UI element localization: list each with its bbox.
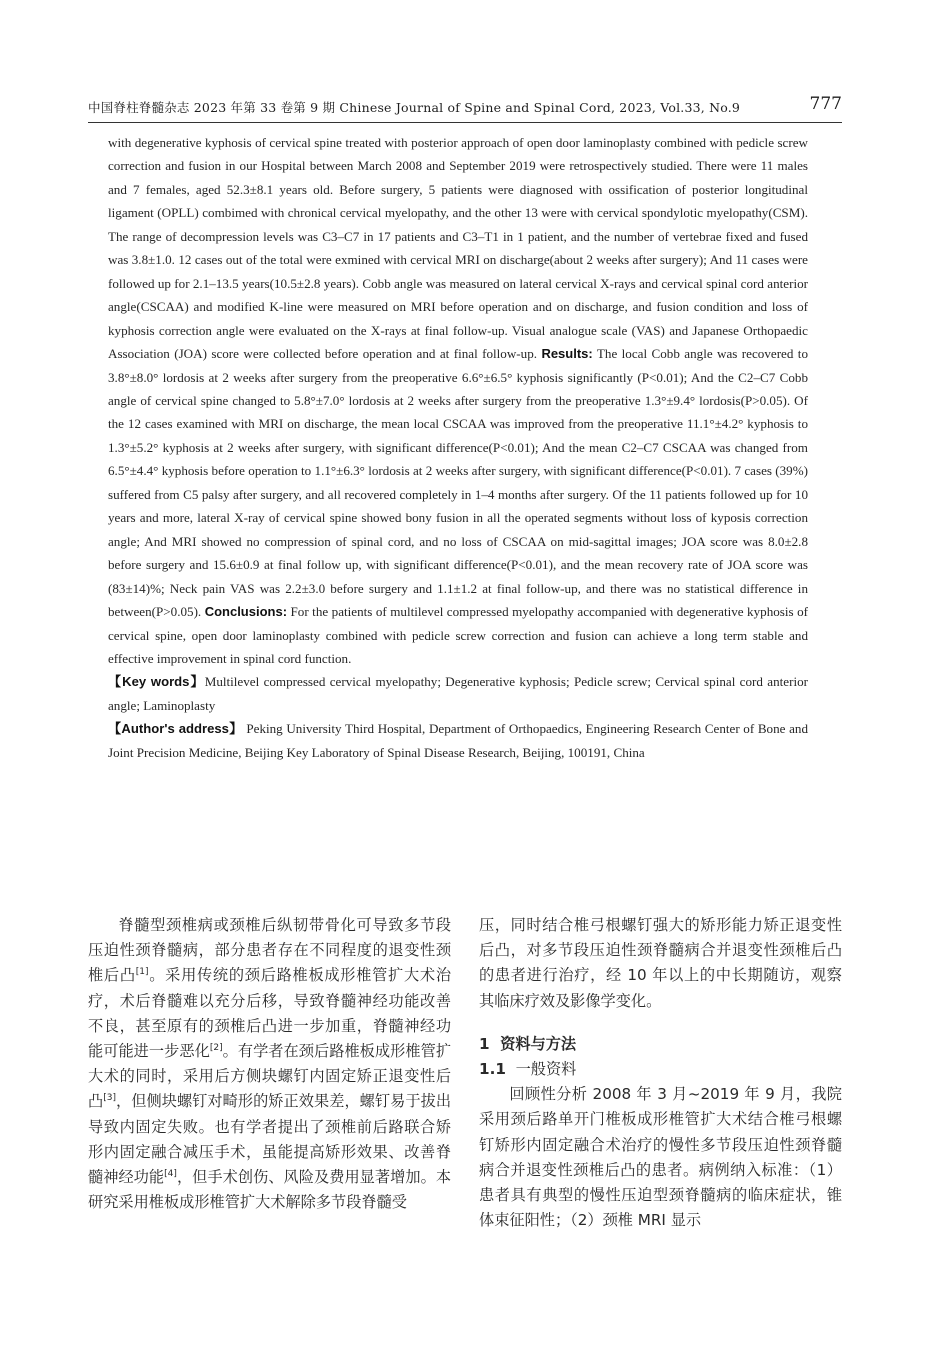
subsection-heading-1-1 <box>479 1057 842 1082</box>
keywords <box>108 670 808 717</box>
citation-ref-4[interactable]: [4] <box>164 1168 177 1179</box>
conclusions-label: Conclusions: <box>204 604 288 620</box>
page-number: 777 <box>809 94 842 114</box>
intro-paragraph <box>88 913 451 1215</box>
citation-ref-2[interactable]: [2] <box>209 1042 223 1053</box>
intro-text-5b: 压，同时结合椎弓根螺钉强大的矫形能力矫正退变性后凸，对多节段压迫性颈脊髓病合并退变性颈椎后凸的患者进行治疗，经 10 年以上的中长期随访，观察其临床疗效及影像学变化。 <box>479 916 842 1010</box>
abstract-body <box>108 131 808 670</box>
subsection-number: 1.1 <box>479 1060 506 1079</box>
intro-text-3: 。有学者在颈后路椎板成形椎管扩大术的同时，采用后方侧块螺钉内固定矫正退变性后凸 <box>88 1042 452 1111</box>
section-number: 1 <box>479 1034 490 1053</box>
running-header <box>88 94 842 123</box>
citation-ref-1[interactable]: [1] <box>135 967 149 978</box>
methods-paragraph: 回顾性分析 2008 年 3 月~2019 年 9 月，我院采用颈后路单开门椎板成形椎管扩大术结合椎弓根螺钉矫形内固定融合术治疗的慢性多节段压迫性颈脊髓病合并退变性颈椎后凸的患者。病例纳入标准：（1）患者具有典型的慢性压迫型颈脊髓病的临床症状，锥体束征阳性；（2）颈椎 MRI 显示 <box>479 1085 842 1230</box>
intro-text-4: ，但侧块螺钉对畸形的矫正效果差，螺钉易于拔出导致内固定失败。也有学者提出了颈椎前后路联合矫形内固定融合减压手术，虽能提高矫形效果、改善脊髓神经功能 <box>88 1092 452 1187</box>
results-label: Results: <box>541 346 593 362</box>
intro-text-5a: ，但手术创伤、风险及费用显著增加。本研究采用椎板成形椎管扩大术解除多节段脊髓受 <box>88 1168 452 1212</box>
citation-ref-3[interactable]: [3] <box>103 1093 116 1104</box>
right-column <box>479 913 842 1233</box>
intro-continued <box>479 913 842 1014</box>
address-text: Peking University Third Hospital, Department of Orthopaedics, Engineering Research Center of Bone and Joint Precision Medicine, Beijing Key Laboratory of Spinal Disease Research, Beijing, 100191, China <box>108 721 808 760</box>
subsection-title: 一般资料 <box>515 1060 577 1079</box>
left-column <box>88 913 451 1233</box>
abstract-conclusions: For the patients of multilevel compressed myelopathy accompanied with degenerative kyphosis of cervical spine, open door laminoplasty combined with pedicle screw correction and fusion can achieve a long term stable and effective improvement in spinal cord function. <box>108 604 808 666</box>
keywords-text: Multilevel compressed cervical myelopathy; Degenerative kyphosis; Pedicle screw; Cervical spinal cord anterior angle; Laminoplasty <box>108 674 808 713</box>
section-title: 资料与方法 <box>500 1034 577 1053</box>
intro-text-1: 脊髓型颈椎病或颈椎后纵韧带骨化可导致多节段压迫性颈脊髓病，部分患者存在不同程度的退变性颈椎后凸 <box>88 916 451 985</box>
journal-citation: 中国脊柱脊髓杂志 2023 年第 33 卷第 9 期 Chinese Journal of Spine and Spinal Cord, 2023, Vol.33, No.9 <box>88 100 741 115</box>
address-label: 【Author's address】 <box>108 721 243 737</box>
abstract-results: The local Cobb angle was recovered to 3.8°±8.0° lordosis at 2 weeks after surgery from the preoperative 6.6°±6.5° kyphosis significantly (P<0.01); And the C2–C7 Cobb angle of cervical spine changed to 5.8°±7.0° lordosis at 2 weeks after surgery from the preoperative 1.3°±9.4° lordosis(P>0.05). Of the 12 cases examined with MRI on discharge, the mean local CSCAA was improved from the preoperative 11.1°±4.2° kyphosis to 1.3°±5.2° kyphosis at 2 weeks after surgery, with significant difference(P<0.01); And the mean C2–C7 CSCAA was changed from 6.5°±4.4° kyphosis before operation to 1.1°±6.3° lordosis at 2 weeks after surgery, with significant difference(P<0.01). 7 cases (39%) suffered from C5 palsy after surgery, and all recovered completely in 1–4 months after surgery. Of the 11 patients followed up for 10 years and more, lateral X-ray of cervical spine showed bony fusion in all the operated segments without loss of kyposis correction angle; And MRI showed no compression of spinal cord, and no loss of CSCAA on mid-sagittal images; JOA score was 8.0±2.8 before surgery and 15.6±0.9 at final follow up, with significant difference(P<0.01), and the mean recovery rate of JOA score was (83±14)%; Neck pain VAS was 2.2±3.0 before surgery and 1.1±1.2 at final follow-up, and there was no statistical difference in between(P>0.05). <box>108 346 808 620</box>
author-address <box>108 717 808 764</box>
section-heading-1 <box>479 1032 842 1057</box>
english-abstract <box>108 131 808 764</box>
intro-text-2: 。采用传统的颈后路椎板成形椎管扩大术治疗，术后脊髓难以充分后移，导致脊髓神经功能改善不良，甚至原有的颈椎后凸进一步加重，脊髓神经功能可能进一步恶化 <box>88 966 452 1061</box>
body-columns <box>88 913 842 1233</box>
abstract-methods: with degenerative kyphosis of cervical spine treated with posterior approach of open door laminoplasty combined with pedicle screw correction and fusion in our Hospital between March 2008 and September 2019 were retrospectively studied. There were 11 males and 7 females, aged 52.3±8.1 years old. Before surgery, 5 patients were diagnosed with ossification of posterior longitudinal ligament (OPLL) combimed with chronical cervical myelopathy, and the other 13 were with cervical spondylotic myelopathy(CSM). The range of decompression levels was C3–C7 in 17 patients and C3–T1 in 1 patient, and the number of vertebrae fixed and fused was 3.8±1.0. 12 cases out of the total were exmined with cervical MRI on discharge(about 2 weeks after surgery); And 11 cases were followed up for 2.1–13.5 years(10.5±2.8 years). Cobb angle was measured on lateral cervical X-rays and cervical spinal cord anterior angle(CSCAA) and modified K-line were measured on MRI before operation and on discharge, and fusion condition and loss of kyphosis correction angle were evaluated on the X-rays at final follow-up. Visual analogue scale (VAS) and Japanese Orthopaedic Association (JOA) score were collected before operation and at final follow-up. <box>108 135 808 362</box>
keywords-label: 【Key words】 <box>108 674 205 690</box>
